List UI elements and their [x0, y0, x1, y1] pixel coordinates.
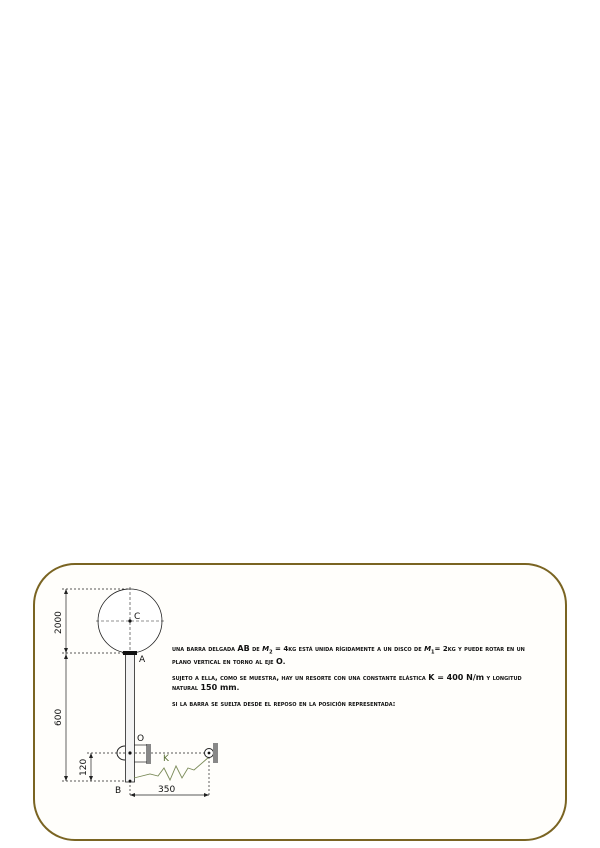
dim-label-350: 350: [158, 785, 176, 795]
label-c: C: [134, 612, 141, 622]
arrow-disc-top: [64, 589, 68, 594]
arrow-bar-bottom: [64, 776, 68, 781]
paragraph-3: si la barra se suelta desde el reposo en la posición representada:: [172, 700, 396, 709]
dim-label-2000: 2000: [54, 611, 64, 634]
dim-label-120: 120: [79, 758, 89, 776]
pivot-o-dot: [128, 751, 131, 754]
anchor-pin-dot: [208, 752, 211, 755]
problem-statement: [172, 644, 534, 715]
arrow-pivot-bottom: [89, 776, 93, 781]
label-k: K: [163, 754, 169, 764]
arrow-disc-bottom: [64, 648, 68, 653]
anchor-wall: [213, 743, 218, 763]
paragraph-1: una barra delgada AB de $M_2 = 4kg$ está unida rígidamente a un disco de $M_1= 2kg$ y puede rotar en un plano vertical en torno al eje O.: [172, 644, 525, 667]
arrow-pivot-top: [89, 753, 93, 758]
paragraph-2: sujeto a ella, como se muestra, hay un resorte con una constante elástica K = 400 N/m y longitud natural 150 mm.: [172, 673, 522, 693]
point-b-dot: [129, 780, 132, 783]
center-c-dot: [128, 619, 131, 622]
dim-label-600: 600: [54, 708, 64, 726]
label-o: O: [137, 734, 145, 744]
wall-block-right-of-bar: [146, 744, 151, 764]
joint-a: [123, 651, 137, 655]
label-b: B: [115, 786, 122, 796]
label-a: A: [139, 655, 146, 665]
arrow-bar-top: [64, 654, 68, 659]
bar-ab: [126, 653, 135, 782]
spring: [134, 757, 209, 780]
